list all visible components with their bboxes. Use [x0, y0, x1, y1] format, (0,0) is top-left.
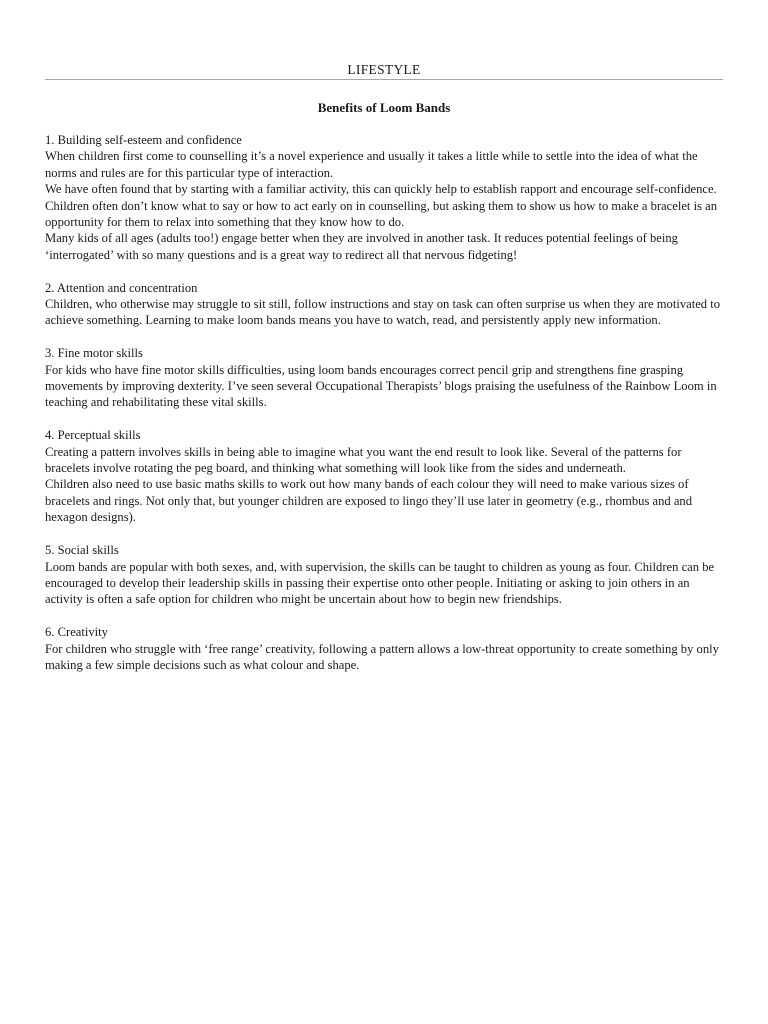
section-perceptual	[45, 427, 725, 525]
paragraph: For children who struggle with ‘free range’ creativity, following a pattern allows a low-threat opportunity to create something by only making a few simple decisions such as what colour and shape.	[45, 641, 719, 672]
section-heading: 4. Perceptual skills	[45, 428, 141, 443]
section-social	[45, 542, 725, 608]
section-heading: 5. Social skills	[45, 543, 119, 558]
section-self-esteem	[45, 132, 725, 263]
paragraph: Creating a pattern involves skills in being able to imagine what you want the end result to look like. Several of the patterns for bracelets involve rotating the peg board, and thinking what something will look like from the sides and underneath.	[45, 444, 682, 476]
section-attention	[45, 280, 725, 329]
section-fine-motor	[45, 345, 725, 411]
header-divider	[45, 79, 723, 80]
section-heading: 6. Creativity	[45, 625, 108, 640]
document-title: Benefits of Loom Bands	[317, 100, 451, 115]
paragraph: Many kids of all ages (adults too!) engage better when they are involved in another task. It reduces potential feelings of being ‘interrogated’ with so many questions and is a great way to redirect all that nervous fidgeting!	[45, 231, 678, 262]
paragraph: We have often found that by starting with a familiar activity, this can quickly help to establish rapport and encourage self-confidence. Children often don’t know what to say or how to act early on in counselling, but asking them to show us how to make a bracelet is an opportunity for them to relax into something that they know how to do.	[45, 182, 718, 230]
paragraph: Loom bands are popular with both sexes, and, with supervision, the skills can be taught to children as young as four. Children can be encouraged to develop their leadership skills in passing their expertise onto other people. Initiating or asking to join others in an activity is often a safe option for children who might be uncertain about how to begin new friendships.	[45, 559, 715, 607]
section-heading: 3. Fine motor skills	[45, 346, 143, 361]
paragraph: Children, who otherwise may struggle to sit still, follow instructions and stay on task can often surprise us when they are motivated to achieve something. Learning to make loom bands means you have to watch, read, and persistently apply new information.	[45, 297, 721, 328]
section-creativity	[45, 624, 725, 673]
paragraph: For kids who have fine motor skills difficulties, using loom bands encourages correct pencil grip and strengthens fine grasping movements by improving dexterity. I’ve seen several Occupational Therapists’ blogs praising the usefulness of the Rainbow Loom in teaching and rehabilitating these vital skills.	[45, 362, 717, 410]
paragraph: When children first come to counselling it’s a novel experience and usually it takes a little while to settle into the idea of what the norms and rules are for this particular type of interaction.	[45, 149, 698, 180]
section-heading: 1. Building self-esteem and confidence	[45, 133, 242, 147]
document-body	[45, 132, 725, 690]
running-header: LIFESTYLE	[347, 62, 421, 77]
section-heading: 2. Attention and concentration	[45, 280, 198, 295]
paragraph: Children also need to use basic maths skills to work out how many bands of each colour they will need to make various sizes of bracelets and rings. Not only that, but younger children are exposed to lingo they’ll use later in geometry (e.g., rhombus and and hexagon designs).	[45, 477, 693, 525]
